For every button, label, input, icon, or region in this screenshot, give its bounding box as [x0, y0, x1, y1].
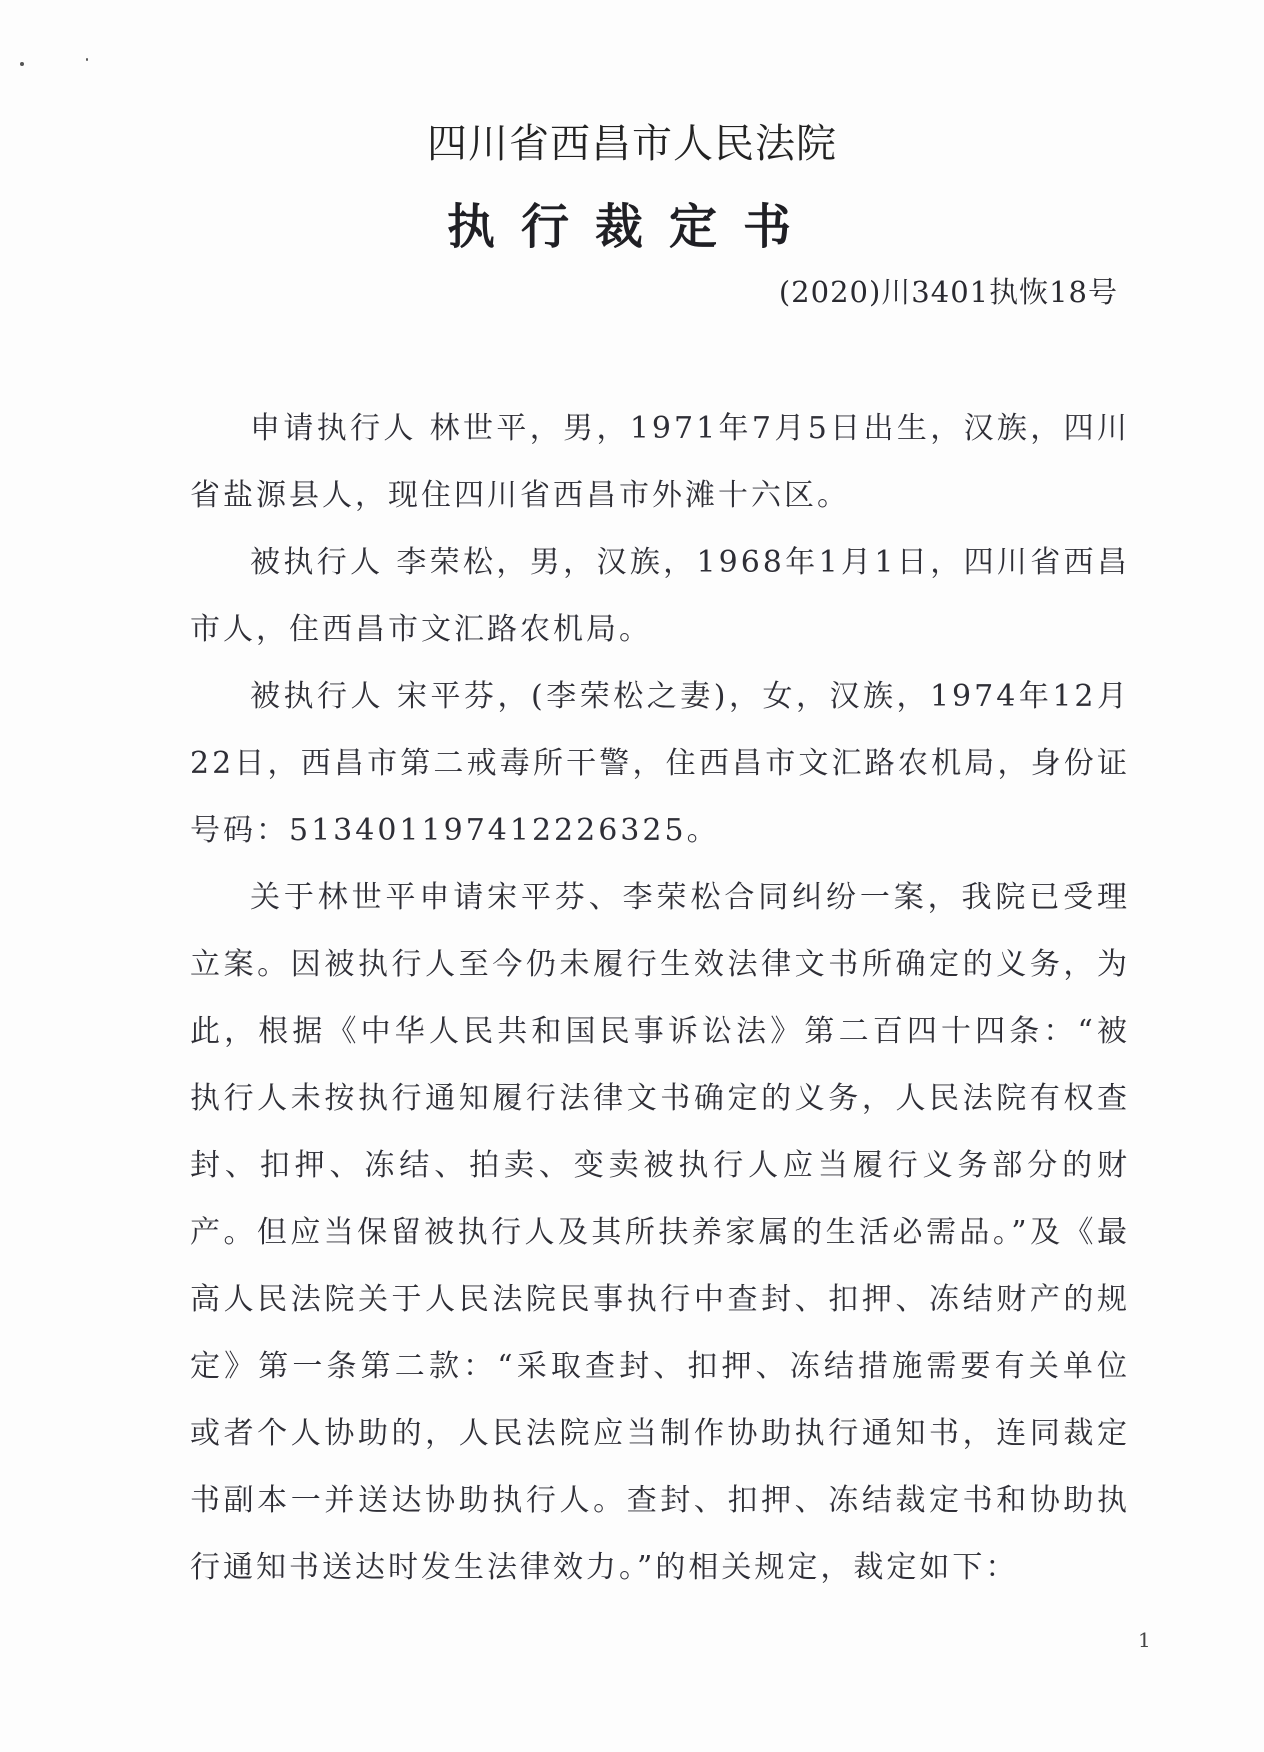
document-body: [190, 395, 1130, 1601]
page-number: 1: [1138, 1628, 1151, 1652]
paragraph-respondent-1: 被执行人 李荣松，男，汉族，1968年1月1日，四川省西昌市人，住西昌市文汇路农机局。: [190, 545, 1130, 647]
paragraph-ruling-basis: 关于林世平申请宋平芬、李荣松合同纠纷一案，我院已受理立案。因被执行人至今仍未履行生效法律文书所确定的义务，为此，根据《中华人民共和国民事诉讼法》第二百四十四条：“被执行人未按执行通知履行法律文书确定的义务，人民法院有权查封、扣押、冻结、拍卖、变卖被执行人应当履行义务部分的财产。但应当保留被执行人及其所扶养家属的生活必需品。”及《最高人民法院关于人民法院民事执行中查封、扣押、冻结财产的规定》第一条第二款：“采取查封、扣押、冻结措施需要有关单位或者个人协助的，人民法院应当制作协助执行通知书，连同裁定书副本一并送达协助执行人。查封、扣押、冻结裁定书和协助执行通知书送达时发生法律效力。”的相关规定，裁定如下：: [190, 880, 1130, 1585]
paragraph-respondent-2: 被执行人 宋平芬，(李荣松之妻)，女，汉族，1974年12月22日，西昌市第二戒毒所干警，住西昌市文汇路农机局，身份证号码：513401197412226325。: [190, 679, 1130, 848]
case-number: (2020)川3401执恢18号: [778, 275, 1118, 309]
paragraph-applicant: 申请执行人 林世平，男，1971年7月5日出生，汉族，四川省盐源县人，现住四川省西昌市外滩十六区。: [190, 411, 1130, 513]
scan-speck: [86, 58, 88, 61]
document-title: 执行裁定书: [446, 199, 817, 255]
court-name: 四川省西昌市人民法院: [427, 121, 837, 167]
scan-speck: [20, 62, 24, 66]
